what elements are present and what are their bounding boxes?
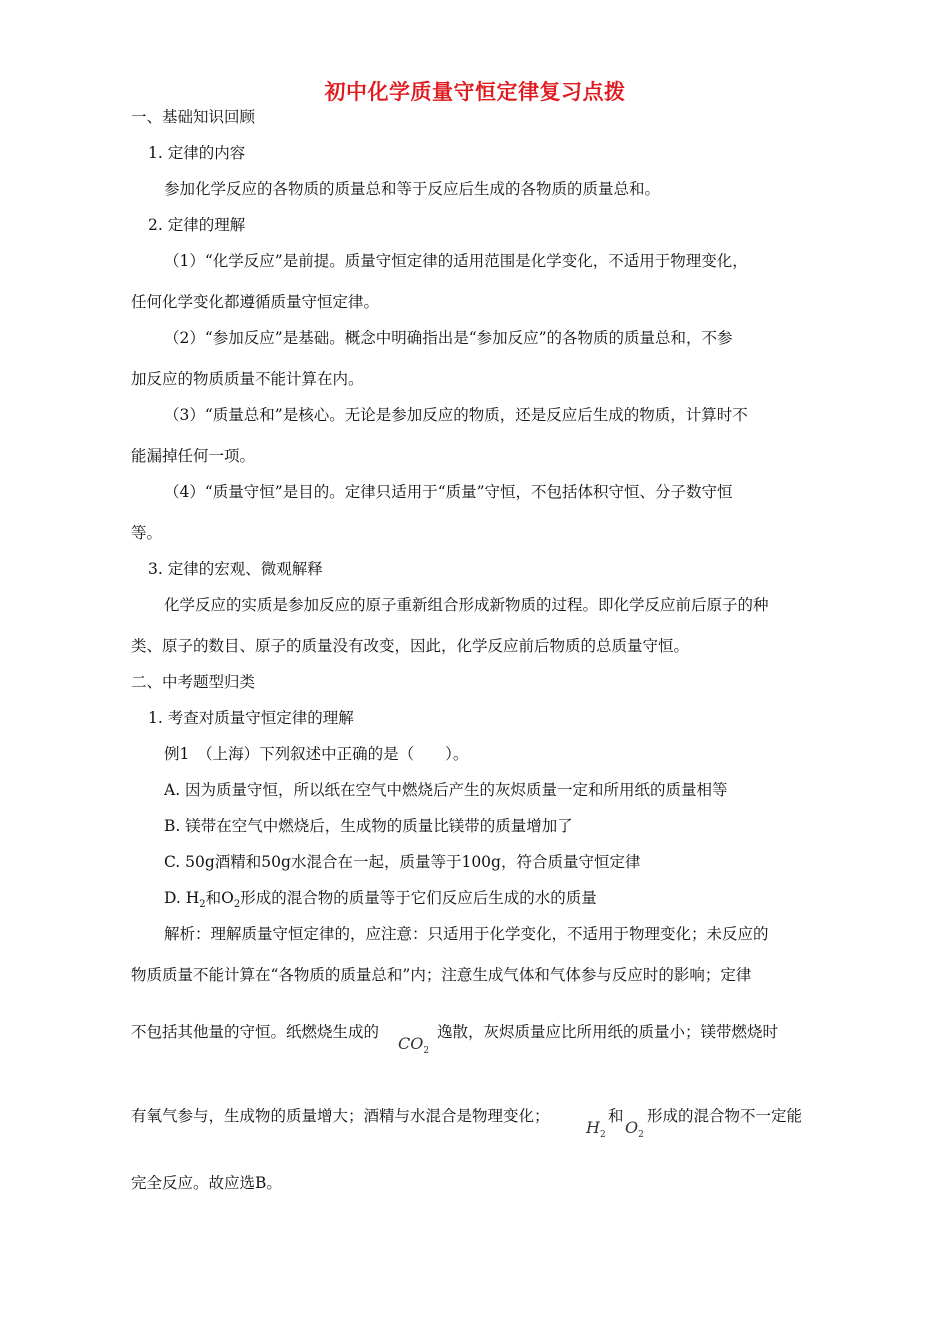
option-d-text: D. H: [164, 889, 200, 907]
formula-subscript: 2: [423, 1046, 430, 1057]
analysis-text: 解析：理解质量守恒定律的，应注意：只适用于化学变化，不适用于物理变化；未反应的: [164, 925, 769, 943]
option-a: A. 因为质量守恒，所以纸在空气中燃烧后产生的灰烬质量一定和所用纸的质量相等: [164, 781, 728, 799]
paragraph: 化学反应的实质是参加反应的原子重新组合形成新物质的过程。即化学反应前后原子的种: [164, 596, 769, 614]
option-d-text: 形成的混合物的质量等于它们反应后生成的水的质量: [240, 889, 597, 907]
analysis-text: 有氧气参与，生成物的质量增大；酒精与水混合是物理变化；: [131, 1107, 550, 1125]
subsection-heading-2-1: 1. 考查对质量守恒定律的理解: [148, 709, 354, 727]
analysis-text: 形成的混合物不一定能: [647, 1107, 803, 1125]
subscript: 2: [233, 899, 241, 911]
formula-subscript: 2: [599, 1130, 606, 1141]
formula-main: O: [625, 1118, 639, 1137]
paragraph: 能漏掉任何一项。: [131, 447, 256, 465]
paragraph: 参加化学反应的各物质的质量总和等于反应后生成的各物质的质量总和。: [164, 180, 661, 198]
page-title: 初中化学质量守恒定律复习点拨: [324, 80, 626, 104]
formula-subscript: 2: [638, 1130, 644, 1141]
option-d: [164, 888, 597, 911]
subscript: 2: [199, 899, 206, 911]
formula-h2: [586, 1118, 606, 1140]
analysis-text: 不包括其他量的守恒。纸燃烧生成的: [131, 1023, 380, 1041]
paragraph: （1）“化学反应”是前提。质量守恒定律的适用范围是化学变化，不适用于物理变化，: [164, 252, 748, 270]
example-question: 例1 （上海）下列叙述中正确的是（ ）。: [164, 745, 469, 763]
formula-o2: [625, 1118, 644, 1140]
formula-co2: [398, 1034, 429, 1056]
section-heading-2: 二、中考题型归类: [131, 673, 256, 691]
paragraph: 任何化学变化都遵循质量守恒定律。: [131, 293, 380, 311]
paragraph: （2）“参加反应”是基础。概念中明确指出是“参加反应”的各物质的质量总和，不参: [164, 329, 733, 347]
option-c: C. 50g酒精和50g水混合在一起，质量等于100g，符合质量守恒定律: [164, 853, 641, 871]
option-b: B. 镁带在空气中燃烧后，生成物的质量比镁带的质量增加了: [164, 817, 573, 835]
subsection-heading-1-2: 2. 定律的理解: [148, 216, 246, 234]
analysis-text: 逸散，灰烬质量应比所用纸的质量小；镁带燃烧时: [437, 1023, 779, 1041]
analysis-text: 和: [608, 1107, 624, 1125]
paragraph: 类、原子的数目、原子的质量没有改变，因此，化学反应前后物质的总质量守恒。: [131, 637, 690, 655]
formula-main: CO: [398, 1034, 424, 1053]
analysis-text: 完全反应。故应选B。: [131, 1174, 282, 1192]
paragraph: 等。: [131, 524, 163, 542]
section-heading-1: 一、基础知识回顾: [131, 108, 256, 126]
formula-main: H: [586, 1118, 600, 1137]
paragraph: （4）“质量守恒”是目的。定律只适用于“质量”守恒，不包括体积守恒、分子数守恒: [164, 483, 733, 501]
option-d-text: 和O: [205, 889, 234, 907]
analysis-text: 物质质量不能计算在“各物质的质量总和”内；注意生成气体和气体参与反应时的影响；定律: [131, 966, 752, 984]
subsection-heading-1-1: 1. 定律的内容: [148, 144, 246, 162]
subsection-heading-1-3: 3. 定律的宏观、微观解释: [148, 560, 323, 578]
paragraph: （3）“质量总和”是核心。无论是参加反应的物质，还是反应后生成的物质，计算时不: [164, 406, 748, 424]
paragraph: 加反应的物质质量不能计算在内。: [131, 370, 364, 388]
